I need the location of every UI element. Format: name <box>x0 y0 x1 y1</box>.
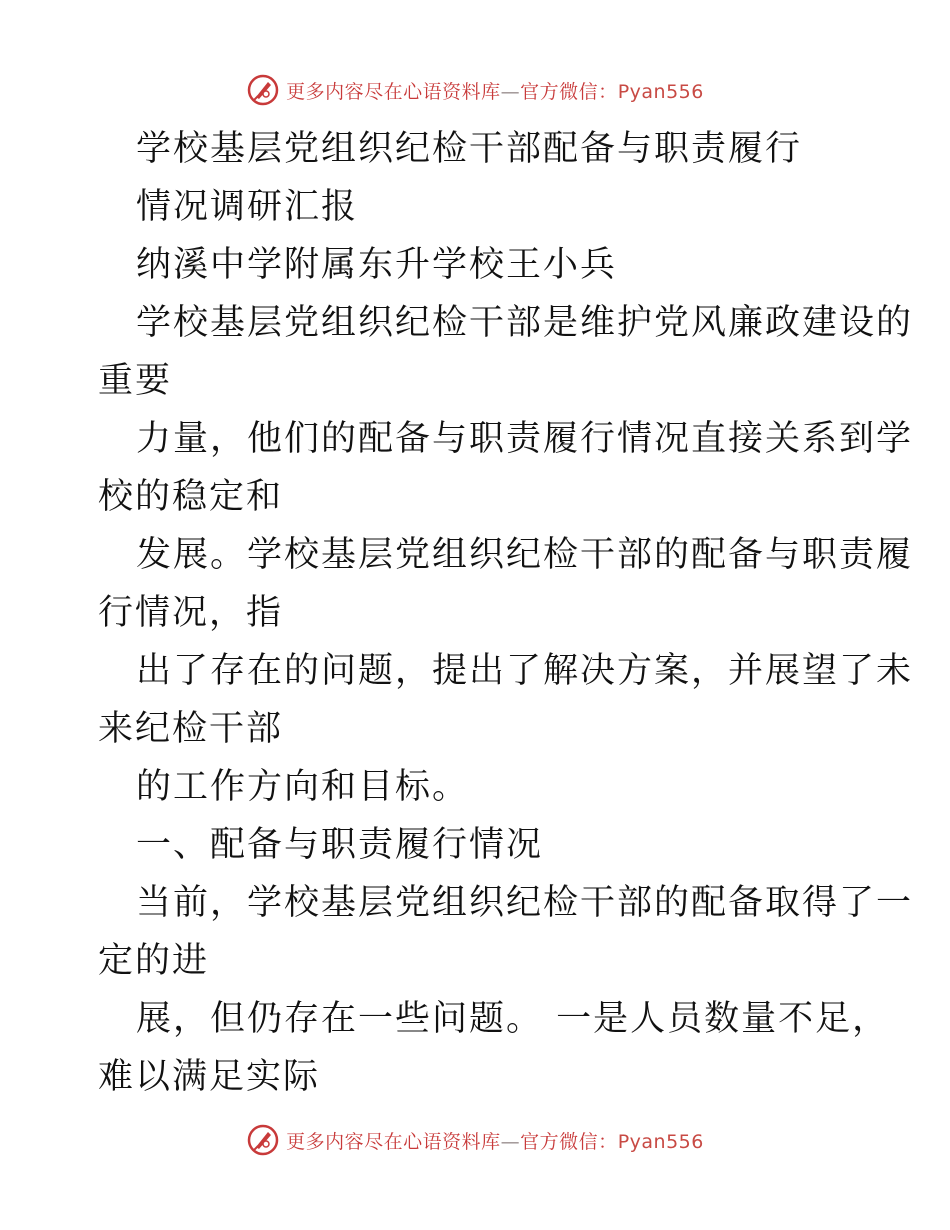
watermark-account: Pyan556 <box>617 80 704 103</box>
watermark-brand: 更多内容尽在心语资料库 <box>286 80 501 103</box>
document-body <box>98 120 914 1106</box>
text-line: 一、配备与职责履行情况 <box>136 825 544 865</box>
watermark-dash: — <box>500 80 521 103</box>
text-line: 纳溪中学附属东升学校王小兵 <box>136 245 618 285</box>
header-watermark <box>0 70 950 110</box>
text-line: 定的进 <box>98 941 210 981</box>
watermark-official: 官方微信： <box>520 1130 618 1153</box>
quill-seal-icon <box>246 73 280 107</box>
text-line: 校的稳定和 <box>98 477 284 517</box>
quill-seal-icon <box>246 1123 280 1157</box>
text-line: 情况调研汇报 <box>136 187 359 227</box>
watermark-text <box>286 77 704 104</box>
text-line: 发展。学校基层党组织纪检干部的配备与职责履 <box>136 535 914 575</box>
watermark-dash: — <box>500 1130 521 1153</box>
text-line: 来纪检干部 <box>98 709 284 749</box>
text-line: 的工作方向和目标。 <box>136 767 470 807</box>
text-line: 行情况，指 <box>98 593 284 633</box>
text-line: 当前，学校基层党组织纪检干部的配备取得了一 <box>136 883 914 923</box>
footer-watermark <box>0 1120 950 1160</box>
text-line: 出了存在的问题，提出了解决方案，并展望了未 <box>136 651 914 691</box>
watermark-account: Pyan556 <box>617 1130 704 1153</box>
text-line: 学校基层党组织纪检干部配备与职责履行 <box>136 129 803 169</box>
text-line: 学校基层党组织纪检干部是维护党风廉政建设的 <box>136 303 914 343</box>
text-line: 难以满足实际 <box>98 1057 321 1097</box>
watermark-text <box>286 1127 704 1154</box>
text-line: 展，但仍存在一些问题。 一是人员数量不足， <box>136 999 890 1039</box>
watermark-official: 官方微信： <box>520 80 618 103</box>
watermark-brand: 更多内容尽在心语资料库 <box>286 1130 501 1153</box>
text-line: 力量，他们的配备与职责履行情况直接关系到学 <box>136 419 914 459</box>
text-line: 重要 <box>98 361 173 401</box>
